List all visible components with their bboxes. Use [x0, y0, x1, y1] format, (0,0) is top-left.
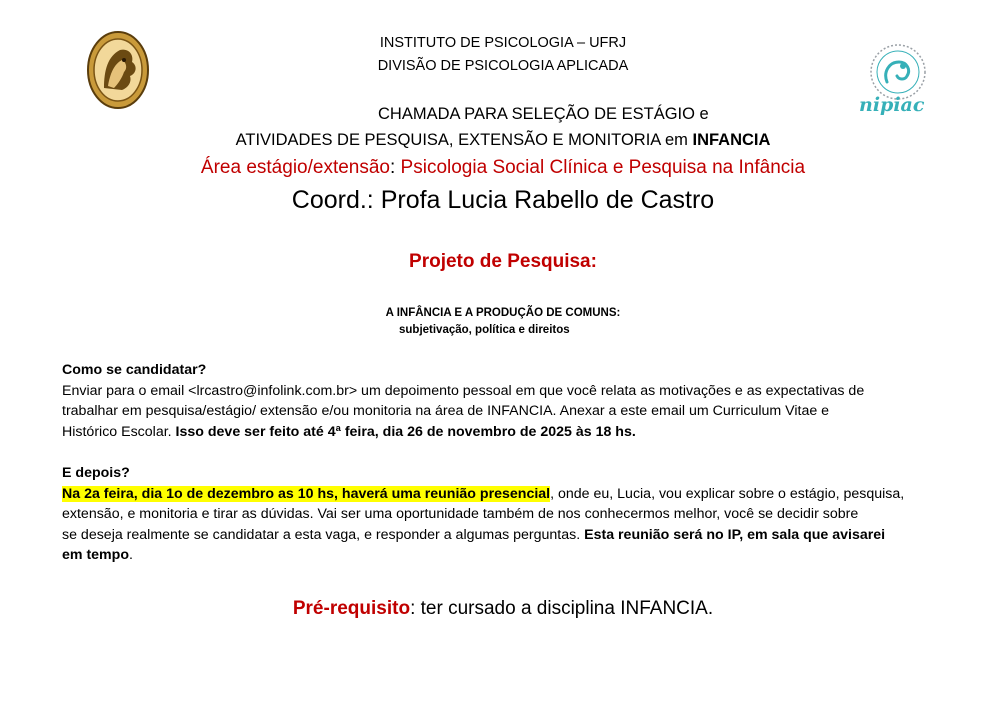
- project-heading: Projeto de Pesquisa:: [409, 251, 597, 272]
- apply-line3: Histórico Escolar. Isso deve ser feito até 4ª feira, dia 26 de novembro de 2025 às 18 hs.: [62, 423, 636, 440]
- prerequisite: Pré-requisito: ter cursado a disciplina INFANCIA.: [292, 598, 714, 619]
- after-line1: Na 2a feira, dia 1o de dezembro as 10 hs, haverá uma reunião presencial, onde eu, Lucia, vou explicar sobre o estágio, pesquisa,: [62, 485, 905, 502]
- after-section: [62, 463, 962, 566]
- project-title-line2: subjetivação, política e direitos: [399, 324, 570, 336]
- nipiac-logo-text: nipiac: [859, 94, 925, 116]
- area-line: Área estágio/extensão: Psicologia Social Clínica e Pesquisa na Infância: [200, 157, 806, 178]
- apply-heading: Como se candidatar?: [62, 362, 207, 378]
- institute-name: INSTITUTO DE PSICOLOGIA – UFRJ: [379, 35, 627, 51]
- apply-section: [62, 360, 962, 442]
- after-heading: E depois?: [62, 465, 130, 481]
- after-line2: extensão, e monitoria e tirar as dúvidas. Vai ser uma oportunidade também de nos conhecermos melhor, você se decidir sobre: [62, 506, 859, 522]
- call-title-line1: CHAMADA PARA SELEÇÃO DE ESTÁGIO e: [378, 105, 709, 123]
- division-name: DIVISÃO DE PSICOLOGIA APLICADA: [377, 58, 629, 74]
- apply-line1: Enviar para o email <lrcastro@infolink.com.br> um depoimento pessoal em que você relata as motivações e as expectativas de: [62, 382, 865, 399]
- coordinator: Coord.: Profa Lucia Rabello de Castro: [291, 186, 715, 214]
- project-title-line1: A INFÂNCIA E A PRODUÇÃO DE COMUNS:: [385, 307, 621, 319]
- apply-line2: trabalhar em pesquisa/estágio/ extensão e/ou monitoria na área de INFANCIA. Anexar a este email um Curriculum Vitae e: [62, 403, 830, 419]
- after-line4: em tempo.: [62, 547, 133, 563]
- nipiac-logo-icon: [853, 42, 943, 122]
- call-title-line2: ATIVIDADES DE PESQUISA, EXTENSÃO E MONITORIA em INFANCIA: [235, 131, 771, 149]
- after-line3: se deseja realmente se candidatar a esta vaga, e responder a algumas perguntas. Esta reunião será no IP, em sala que avisarei: [62, 526, 886, 543]
